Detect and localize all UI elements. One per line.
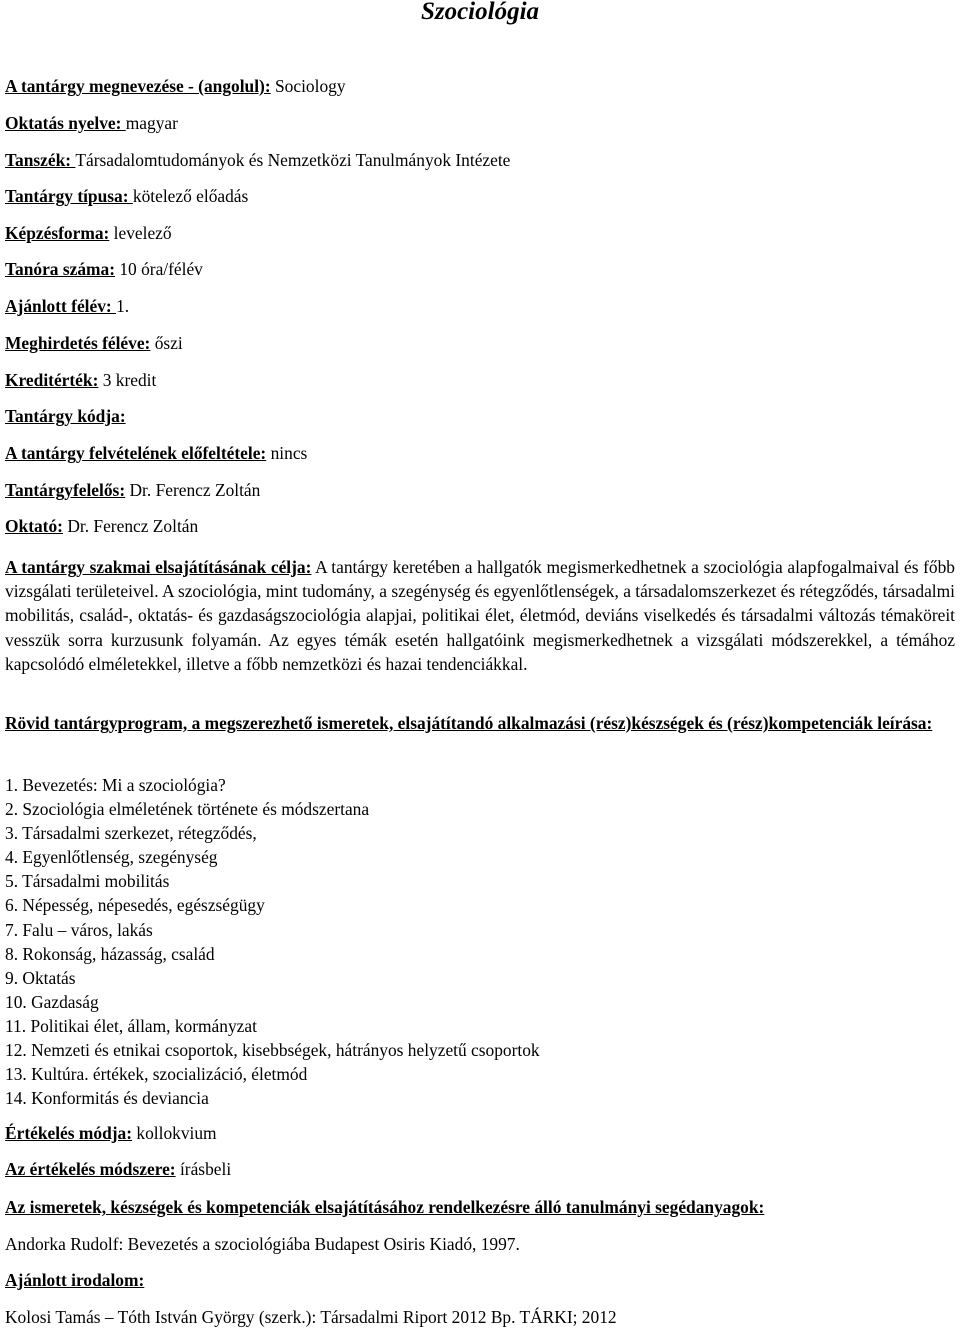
field-semester xyxy=(5,294,955,318)
list-item: 6. Népesség, népesedés, egészségügy xyxy=(5,895,265,916)
field-label: Tanóra száma: xyxy=(5,259,115,279)
field-value: 1. xyxy=(116,296,130,316)
field-value: 10 óra/félév xyxy=(119,259,203,279)
page-title: Szociológia xyxy=(420,0,540,25)
field-label: Tanszék: xyxy=(5,150,76,170)
field-evaluation xyxy=(5,1121,955,1145)
list-item: 9. Oktatás xyxy=(5,967,76,988)
field-eval-method xyxy=(5,1157,955,1181)
field-value: írásbeli xyxy=(179,1159,232,1179)
field-teacher xyxy=(5,514,955,538)
field-value: Társadalomtudományok és Nemzetközi Tanulmányok Intézete xyxy=(75,150,511,170)
field-label: A tantárgy felvételének előfeltétele: xyxy=(5,443,267,463)
field-value: levelező xyxy=(113,223,172,243)
field-label: Oktató: xyxy=(5,516,63,536)
field-course-type xyxy=(5,184,955,208)
recommended-heading: Ajánlott irodalom: xyxy=(5,1270,145,1290)
field-responsible xyxy=(5,478,955,502)
field-label: Meghirdetés féléve: xyxy=(5,333,151,353)
field-value: nincs xyxy=(270,443,308,463)
field-value: őszi xyxy=(154,333,183,353)
materials-heading: Az ismeretek, készségek és kompetenciák elsajátításához rendelkezésre álló tanulmányi segédanyagok: xyxy=(5,1197,765,1217)
field-value: Dr. Ferencz Zoltán xyxy=(67,516,199,536)
goal-label: A tantárgy szakmai elsajátításának célja: xyxy=(5,557,312,577)
field-hours xyxy=(5,257,955,281)
field-value: kötelező előadás xyxy=(132,186,249,206)
list-item: 11. Politikai élet, állam, kormányzat xyxy=(5,1015,257,1036)
list-item: 4. Egyenlőtlenség, szegénység xyxy=(5,847,218,868)
field-label: Oktatás nyelve: xyxy=(5,113,126,133)
program-heading: Rövid tantárgyprogram, a megszerezhető ismeretek, elsajátítandó alkalmazási (rész)készségek és (rész)kompetenciák leírása: xyxy=(5,713,933,733)
field-label: Tantárgyfelelős: xyxy=(5,480,126,500)
list-item: 5. Társadalmi mobilitás xyxy=(5,871,170,892)
field-label: Tantárgy kódja: xyxy=(5,406,126,426)
field-training-form xyxy=(5,221,955,245)
field-label: Tantárgy típusa: xyxy=(5,186,133,206)
field-language xyxy=(5,111,955,135)
field-code xyxy=(5,404,955,428)
field-value: Dr. Ferencz Zoltán xyxy=(129,480,261,500)
list-item: 3. Társadalmi szerkezet, rétegződés, xyxy=(5,823,257,844)
list-item: 12. Nemzeti és etnikai csoportok, kisebbségek, hátrányos helyzetű csoportok xyxy=(5,1040,540,1061)
field-label: Értékelés módja: xyxy=(5,1123,133,1143)
field-credit xyxy=(5,368,955,392)
field-value: Sociology xyxy=(275,76,346,96)
goal-text: A tantárgy keretében a hallgatók megismerkedhetnek a szociológia alapfogalmaival és főbb vizsgálati területeivel. A szociológia, mint tudomány, a szegénység és egyenlőtlenségek, a társadalomszerkezet és rétegződés, társadalmi mobilitás, család-, oktatás- és gazdaságszociológia alapjai, politikai élet, életmód, deviáns viselkedés és társadalmi változás témaköreit vesszük sorra kurzusunk folyamán. Az egyes témák esetén hallgatóink megismerkedhetnek a vizsgálati módszerekkel, a témához kapcsolódó elméletekkel, illetve a főbb nemzetközi és hazai tendenciákkal. xyxy=(5,557,955,674)
field-value: 3 kredit xyxy=(102,370,157,390)
field-label: Kreditérték: xyxy=(5,370,99,390)
list-item: 7. Falu – város, lakás xyxy=(5,919,153,940)
field-value: magyar xyxy=(125,113,178,133)
field-english-name xyxy=(5,74,955,98)
field-department xyxy=(5,148,955,172)
list-item: 13. Kultúra. értékek, szocializáció, életmód xyxy=(5,1064,308,1085)
field-prereq xyxy=(5,441,955,465)
list-item: 8. Rokonság, házasság, család xyxy=(5,943,215,964)
field-label: Az értékelés módszere: xyxy=(5,1159,176,1179)
field-value: kollokvium xyxy=(136,1123,217,1143)
recommended-item: Kolosi Tamás – Tóth István György (szerk.): Társadalmi Riport 2012 Bp. TÁRKI; 2012 xyxy=(5,1307,617,1327)
list-item: 10. Gazdaság xyxy=(5,991,99,1012)
field-announce xyxy=(5,331,955,355)
materials-item: Andorka Rudolf: Bevezetés a szociológiába Budapest Osiris Kiadó, 1997. xyxy=(5,1234,520,1254)
goal-paragraph xyxy=(5,555,955,676)
field-label: Képzésforma: xyxy=(5,223,110,243)
list-item: 14. Konformitás és deviancia xyxy=(5,1088,209,1109)
field-label: A tantárgy megnevezése - (angolul): xyxy=(5,76,271,96)
topic-list xyxy=(5,773,905,1110)
list-item: 1. Bevezetés: Mi a szociológia? xyxy=(5,775,226,795)
list-item: 2. Szociológia elméletének története és módszertana xyxy=(5,799,370,820)
field-label: Ajánlott félév: xyxy=(5,296,117,316)
